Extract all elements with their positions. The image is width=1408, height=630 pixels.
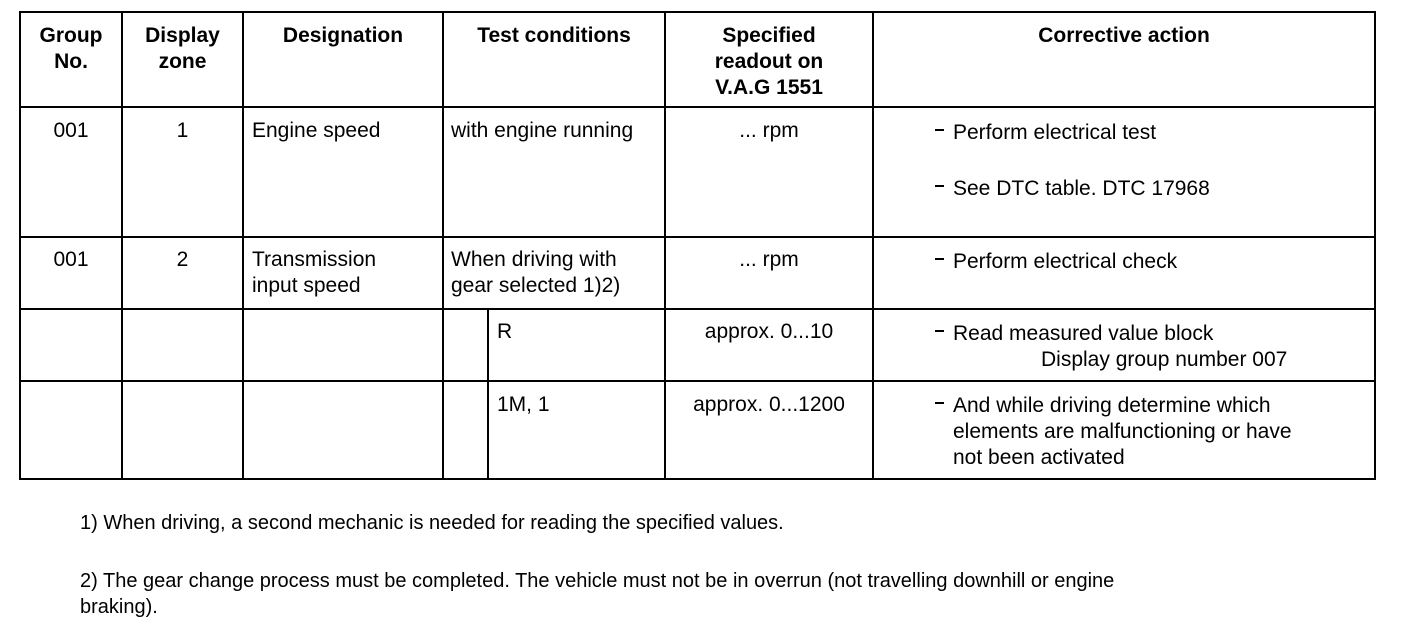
readout-cell: approx. 0...10	[704, 320, 834, 343]
designation-cell: Transmission input speed	[252, 248, 377, 297]
header-specified-readout: Specified readout on V.A.G 1551	[714, 24, 824, 99]
gear-cell: R	[497, 320, 513, 343]
corrective-action-text: Display group number 007	[1041, 348, 1288, 371]
footnote-1: 1) When driving, a second mechanic is needed for reading the specified values.	[80, 512, 784, 534]
readout-cell: ... rpm	[739, 119, 799, 142]
group-no-cell: 001	[53, 119, 89, 142]
footnote-2: 2) The gear change process must be completed. The vehicle must not be in overrun (not travelling downhill or engine braking).	[80, 570, 1115, 618]
header-corrective-action: Corrective action	[1038, 24, 1210, 47]
test-conditions-cell: When driving with gear selected 1)2)	[451, 248, 621, 297]
corrective-action-text: Perform electrical test	[953, 121, 1157, 144]
test-conditions-cell: with engine running	[451, 119, 634, 142]
display-zone-cell: 2	[176, 248, 189, 271]
header-display-zone: Display zone	[145, 24, 220, 73]
header-designation: Designation	[282, 24, 404, 47]
corrective-action-text: And while driving determine which elements are malfunctioning or have not been activated	[953, 394, 1292, 469]
bullet-dash	[935, 402, 944, 404]
designation-cell: Engine speed	[252, 119, 381, 142]
bullet-dash	[935, 330, 944, 332]
readout-cell: ... rpm	[739, 248, 799, 271]
gear-cell: 1M, 1	[497, 393, 550, 416]
corrective-action-text: See DTC table. DTC 17968	[953, 177, 1210, 200]
group-no-cell: 001	[53, 248, 89, 271]
display-zone-cell: 1	[176, 119, 189, 142]
header-group-no: Group No.	[39, 24, 103, 73]
bullet-dash	[935, 258, 944, 260]
corrective-action-text: Perform electrical check	[953, 250, 1178, 273]
bullet-dash	[935, 129, 944, 131]
bullet-dash	[935, 185, 944, 187]
corrective-action-text: Read measured value block	[953, 322, 1214, 345]
header-test-conditions: Test conditions	[477, 24, 631, 47]
readout-cell: approx. 0...1200	[693, 393, 845, 416]
